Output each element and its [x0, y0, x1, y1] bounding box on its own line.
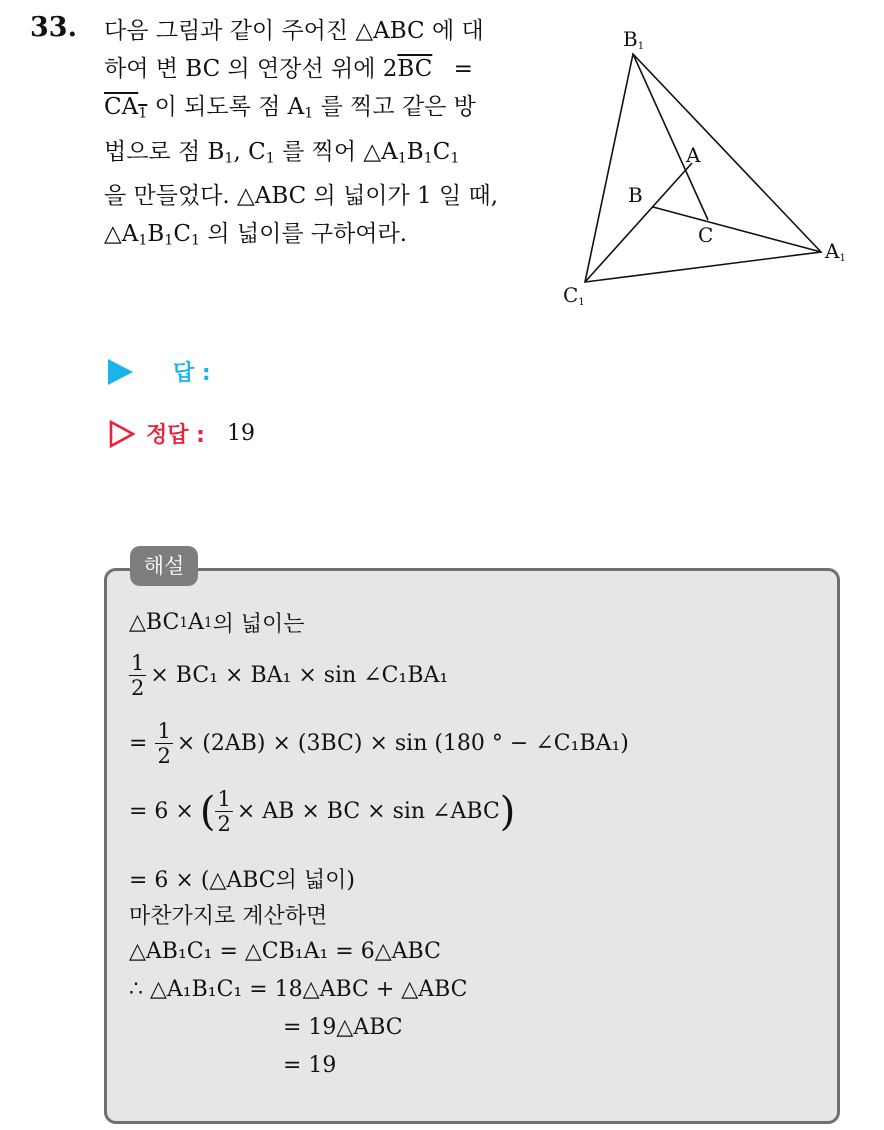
label-a1: A1: [825, 239, 846, 264]
line-b1-c: [633, 54, 708, 220]
question-line-4-mid: , C: [233, 138, 266, 165]
solution-line-3-text: × (2AB) × (3BC) × sin (180 ° − ∠C₁BA₁): [176, 731, 629, 756]
sub-1: 1: [179, 614, 188, 631]
solution-line-8: ∴ △A₁B₁C₁ = 18△ABC + △ABC: [129, 977, 468, 1002]
question-number: 33.: [30, 12, 77, 43]
question-line-1: 다음 그림과 같이 주어진 △ABC 에 대: [104, 18, 484, 44]
sub-1: 1: [304, 105, 314, 122]
solution-line-4: [129, 787, 515, 836]
paren-open: (: [199, 788, 216, 835]
label-b: B: [628, 183, 643, 207]
question-line-4: [104, 133, 534, 178]
question-line-4-end: 를 찍어 △A: [274, 138, 398, 165]
solution-line-6: 마찬가지로 계산하면: [129, 904, 328, 929]
letter-b: B: [406, 138, 424, 165]
paren-close: ): [499, 788, 516, 835]
fraction-half: [155, 719, 172, 768]
question-line-3-text: 이 되도록 점 A: [154, 94, 305, 120]
fraction-numerator: 1: [157, 719, 171, 743]
question-line-6: [104, 215, 534, 260]
question-line-5: 을 만들었다. △ABC 의 넓이가 1 일 때,: [104, 183, 499, 210]
sub-1: 1: [224, 150, 234, 167]
equals-sign: =: [129, 731, 148, 756]
sub-1: 1: [203, 614, 213, 631]
answer-label: 답 :: [173, 361, 211, 386]
question-line-2: [104, 50, 534, 88]
solution-line-1-a: △BC: [129, 610, 180, 635]
solution-line-1: [129, 607, 305, 638]
label-c: C: [698, 223, 714, 247]
segment-ca1-text: CA: [104, 94, 139, 120]
question-line-6-text: 의 넓이를 구하여라.: [207, 221, 408, 248]
sub-1: 1: [138, 232, 148, 249]
line-b-a1: [653, 207, 821, 252]
equals-sign: =: [453, 56, 473, 82]
solution-line-1-c: 의 넓이는: [212, 612, 305, 637]
solution-box: [104, 568, 840, 1124]
letter-c: C: [432, 138, 451, 165]
question-line-2-text: 하여 변 BC 의 연장선 위에 2: [104, 56, 398, 82]
solution-line-3: [129, 719, 629, 768]
sub-1: 1: [450, 150, 460, 167]
fraction-denominator: 2: [157, 744, 171, 768]
solution-line-2-text: × BC₁ × BA₁ × sin ∠C₁BA₁: [150, 663, 449, 688]
play-triangle-icon: [108, 359, 133, 385]
solution-line-1-b: A: [188, 610, 204, 635]
letter-c: C: [173, 221, 191, 248]
label-b1: B1: [623, 27, 645, 52]
correct-answer-value: 19: [226, 421, 255, 446]
segment-bc: $\overline{BC}$: [397, 56, 433, 82]
solution-line-9: = 19△ABC: [283, 1015, 403, 1040]
triangle-a: △A: [104, 221, 139, 248]
sub-1: 1: [138, 105, 148, 122]
question-line-3: [104, 88, 534, 133]
outline-triangle-icon: [108, 419, 136, 449]
correct-answer-row: [108, 418, 255, 449]
sub-1: 1: [265, 150, 275, 167]
fraction-half: [215, 787, 232, 836]
sub-1: 1: [190, 232, 201, 249]
letter-b: B: [147, 221, 165, 248]
question-line-3-end: 를 찍고 같은 방: [313, 94, 476, 120]
fraction-numerator: 1: [217, 787, 231, 811]
fraction-denominator: 2: [217, 812, 231, 836]
question-text: [104, 12, 534, 260]
fraction-half: [129, 651, 146, 700]
solution-line-5: = 6 × (△ABC의 넓이): [129, 868, 355, 893]
solution-line-4-a: = 6 ×: [129, 799, 194, 824]
segment-ca1: [104, 94, 147, 120]
correct-answer-label: 정답 :: [146, 423, 205, 448]
sub-1: 1: [423, 150, 433, 167]
solution-line-4-b: × AB × BC × sin ∠ABC: [236, 799, 500, 824]
fraction-denominator: 2: [131, 676, 145, 700]
question-line-4-text: 법으로 점 B: [104, 138, 225, 165]
sub-1: 1: [164, 232, 174, 249]
answer-row: [108, 356, 211, 387]
outer-triangle: [585, 54, 821, 282]
label-c1: C1: [563, 283, 585, 308]
fraction-numerator: 1: [131, 651, 145, 675]
label-a: A: [686, 143, 701, 167]
solution-line-2: [129, 651, 448, 700]
solution-line-7: △AB₁C₁ = △CB₁A₁ = 6△ABC: [129, 939, 441, 964]
sub-1: 1: [397, 150, 407, 167]
solution-tab: 해설: [130, 546, 198, 586]
line-a-c1: [585, 163, 692, 282]
triangle-diagram: [555, 22, 865, 312]
solution-line-10: = 19: [283, 1053, 337, 1078]
